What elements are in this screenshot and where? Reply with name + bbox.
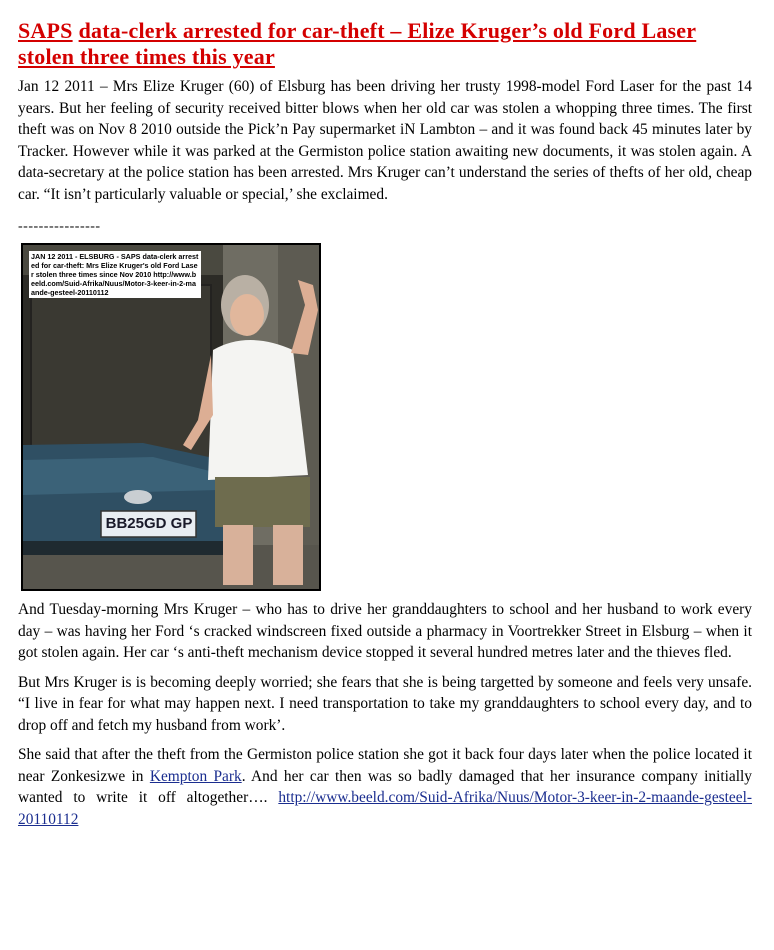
paragraph-4 xyxy=(18,744,752,830)
title-prefix: SAPS xyxy=(18,18,73,43)
paragraph-1: Jan 12 2011 – Mrs Elize Kruger (60) of Elsburg has been driving her trusty 1998-model Ford Laser for the past 14 years. But her feeling of security received bitter blows when her old car was stolen a whopping three times. The first theft was on Nov 8 2010 outside the Pick’n Pay supermarket iN Lambton – and it was found back 45 minutes later by Tracker. However while it was parked at the Germiston police station awaiting new documents, it was stolen again. A data-secretary at the police station has been arrested. Mrs Kruger can’t understand the series of thefts of her old, cheap car. “It isn’t particularly valuable or special,’ she exclaimed. xyxy=(18,78,752,203)
photo-caption: JAN 12 2011 - ELSBURG - SAPS data-clerk arrested for car-theft: Mrs Elize Kruger's old Ford Laser stolen three times since Nov 2010 http://www.beeld.com/Suid-Afrika/Nuus/Motor-3-keer-in-2-maande-gesteel-20110112 xyxy=(29,251,201,298)
paragraph-2: And Tuesday-morning Mrs Kruger – who has to drive her granddaughters to school and her husband to work every day – was having her Ford ‘s cracked windscreen fixed outside a pharmacy in Voortrekker Street in Elsburg – when it got stolen again. Her car ‘s anti-theft mechanism device stopped it several hundred metres later and the thieves fled. xyxy=(18,601,752,661)
paragraph-3: But Mrs Kruger is is becoming deeply worried; she fears that she is being targetted by someone and feels very unsafe. “I live in fear for what may happen next. I need transportation to take my granddaughters to school every day, and to drop off and fetch my husband from work’. xyxy=(18,673,752,734)
article-title xyxy=(18,18,752,70)
kempton-park-link[interactable]: Kempton Park xyxy=(149,767,242,785)
paragraph-4-text-a: She said that after the theft from the Germiston police station she got it back four days later when the police located it near Zonkesizwe in xyxy=(18,746,752,785)
separator: ---------------- xyxy=(18,219,101,234)
license-plate: BB25GD GP xyxy=(105,515,193,532)
article-photo xyxy=(21,243,321,591)
paragraph-4-text-b: . And her car then was so badly damaged that her insurance company initially wanted to write it off altogether…. xyxy=(18,767,752,806)
title-main: data-clerk arrested for car-theft – Elize Kruger’s old Ford Laser stolen three times this year xyxy=(18,18,697,69)
source-url-link[interactable]: http://www.beeld.com/Suid-Afrika/Nuus/Motor-3-keer-in-2-maande-gesteel-20110112 xyxy=(18,789,752,828)
article xyxy=(18,18,752,830)
